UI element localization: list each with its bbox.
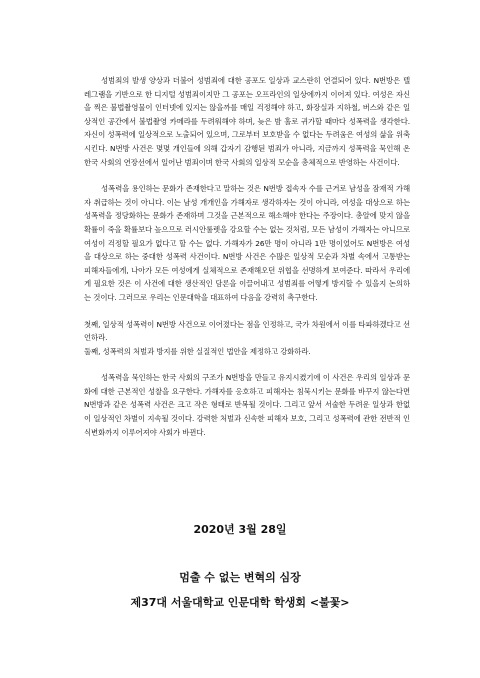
demand-item-2: 둘째, 성폭력의 처벌과 방지를 위한 실질적인 법안을 제정하고 강화하라. [84, 346, 311, 356]
statement-paragraph-1: 성범죄의 발생 양상과 더불어 성범죄에 대한 공포도 일상과 교스란히 연결되어 있다. N번방은 텔레그램을 기반으로 한 디지털 성범죄이지만 그 공포는 오프라인의 일상에까지 이어져 있다. 여성은 자신을 찍은 불법촬영물이 인터넷에 있지는 않을까를 매일 걱정해야 하고, 화장실과 지하철, 버스와 같은 일상적인 공간에서 불법촬영 카메라를 두려워해야 하며, 늦은 밤 홀로 귀가할 때마다 성폭력을 생각한다. 자신이 성폭력에 일상적으로 노출되어 있으며, 그로부터 보호받을 수 없다는 두려움은 여성의 삶을 위축시킨다. N번방 사건은 몇몇 개인들에 의해 갑자기 감행된 범죄가 아니라, 지금까지 성폭력을 묵인해 온 한국 사회의 연장선에서 일어난 범죄이며 한국 사회의 일상적 모순을 총체적으로 반영하는 사건이다. [84, 76, 410, 167]
statement-body [84, 74, 410, 439]
demand-item-1: 첫째, 일상적 성폭력이 N번방 사건으로 이어졌다는 점을 인정하고, 국가 차원에서 이를 타파하겠다고 선언하라. [84, 319, 410, 343]
statement-date: 2020년 3월 28일 [193, 523, 287, 536]
demands-list [84, 318, 410, 359]
closing-title: 멈출 수 없는 변혁의 심장 [179, 571, 301, 584]
statement-paragraph-2: 성폭력을 용인하는 문화가 존재한다고 말하는 것은 N번방 접속자 수를 근거로 남성을 잠재적 가해자 취급하는 것이 아니다. 이는 남성 개개인을 가해자로 생각하자는 것이 아니라, 여성을 대상으로 하는 성폭력을 정당화하는 문화가 존재하며 그것을 근본적으로 해소해야 한다는 주장이다. 총알에 맞지 않을 확률이 죽을 확률보다 높으므로 러시안룰렛을 강요할 수는 없는 것처럼, 모든 남성이 가해자는 아니므로 여성이 걱정할 필요가 없다고 할 수는 없다. 가해자가 26만 명이 아니라 1만 명이었어도 N번방은 여성을 대상으로 하는 중대한 성폭력 사건이다. N번방 사건은 수많은 일상적 모순과 차별 속에서 고통받는 피해자들에게, 나아가 모든 여성에게 실체적으로 존재해오던 위협을 선명하게 보여준다. 따라서 우리에게 필요한 것은 이 사건에 대한 생산적인 담론을 이끌어내고 성범죄를 어떻게 방지할 수 있을지 논의하는 것이다. 그러므로 우리는 인문대학을 대표하여 다음을 강력히 촉구한다. [84, 184, 410, 302]
closing-paragraph: 성폭력을 묵인하는 한국 사회의 구조가 N번방을 만들고 유지시켰기에 이 사건은 우리의 일상과 문화에 대한 근본적인 성찰을 요구한다. 가해자를 옹호하고 피해자는 침묵시키는 문화를 바꾸지 않는다면 N번방과 같은 성폭력 사건은 크고 작은 형태로 반복될 것이다. 그리고 앞서 서술한 두려운 일상과 한없이 일상적인 차별이 지속될 것이다. 강력한 처벌과 신속한 피해자 보호, 그리고 성폭력에 관한 전반적 인식변화까지 이루어져야 사회가 바뀐다. [84, 373, 410, 437]
signature: 제37대 서울대학교 인문대학 학생회 <불꽃> [130, 596, 350, 609]
